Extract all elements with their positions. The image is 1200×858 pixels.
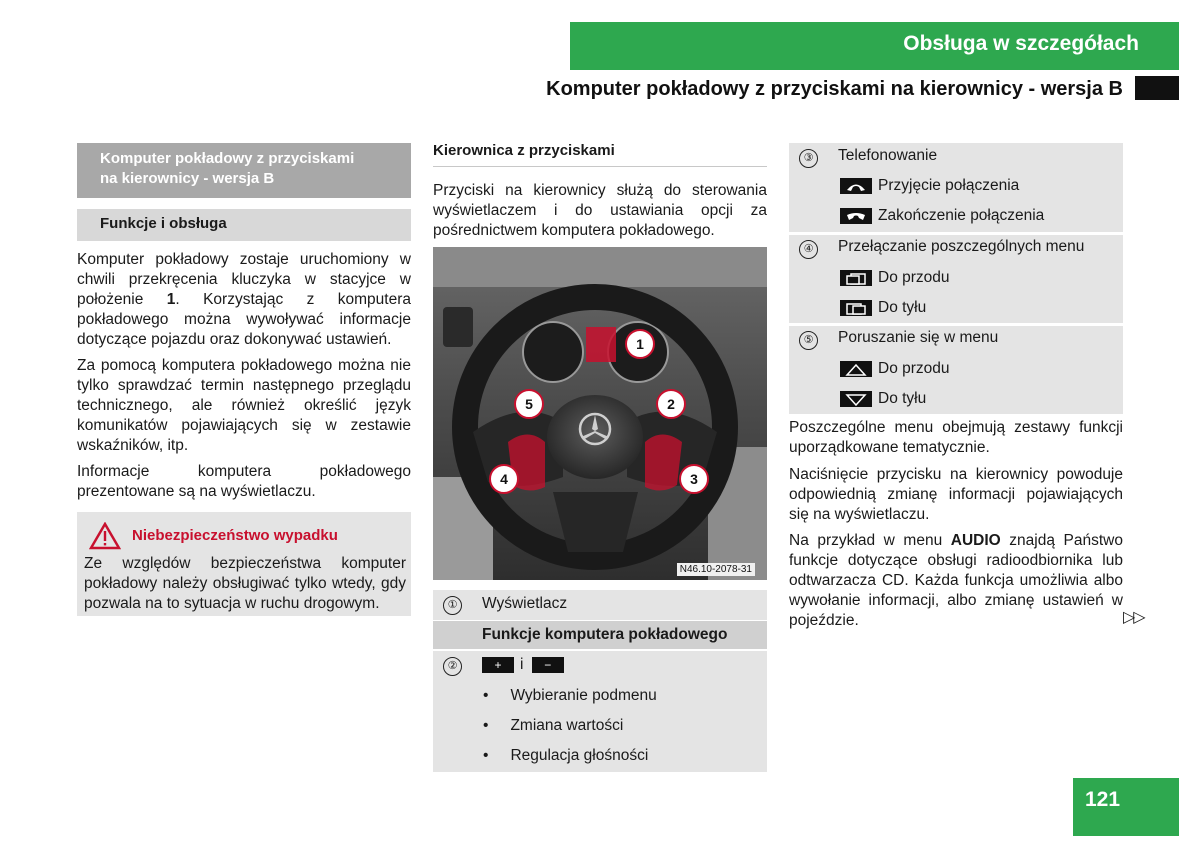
row-3-b-text: Zakończenie połączenia: [878, 207, 1045, 224]
continue-arrows-icon: ▷▷: [1123, 609, 1144, 626]
subheading-box: [77, 209, 411, 241]
header-green-bar: [570, 22, 1179, 70]
arrow-up-icon: [840, 361, 872, 377]
topic-title-line1: Komputer pokładowy z przyciskami: [100, 150, 355, 167]
minus-key-icon: −: [532, 657, 564, 673]
num-2: ②: [443, 657, 462, 676]
phone-hangup-icon: [840, 208, 872, 224]
row-5: [789, 326, 1123, 414]
row-2-and: i: [520, 656, 524, 673]
plus-key-icon: +: [482, 657, 514, 673]
row-3-b: [840, 207, 1044, 225]
paragraph-1: [77, 250, 411, 350]
arrow-down-icon: [840, 391, 872, 407]
subheading: Funkcje i obsługa: [100, 215, 227, 232]
row-header-label: Funkcje komputera pokładowego: [482, 626, 728, 643]
menu-forward-icon: [840, 270, 872, 286]
col3-paragraph-3-b: znajdą Państwo funkcje dotyczące obsługi radioodbiornika lub odtwarzacza CD. Każda funkcja umożliwia albo wywołanie informacji, albo zmianę ustawień w pojeździe.: [789, 532, 1123, 629]
row-3-a-text: Przyjęcie połączenia: [878, 177, 1020, 194]
row-5-b: [840, 390, 926, 408]
page-number: 121: [1085, 788, 1121, 811]
divider: [433, 166, 767, 167]
row-4-label: Przełączanie poszczególnych menu: [838, 238, 1085, 255]
row-4-b-text: Do tyłu: [878, 299, 927, 316]
bullet-1: • Wybieranie podmenu: [483, 687, 657, 704]
page-title: Komputer pokładowy z przyciskami na kierownicy - wersja B: [546, 78, 1123, 100]
row-3-label: Telefonowanie: [838, 147, 938, 164]
row-header: [433, 621, 767, 649]
row-4-a-text: Do przodu: [878, 269, 950, 286]
row-2: [433, 651, 767, 772]
warning-box: [77, 512, 411, 616]
row-5-a: [840, 360, 950, 378]
col3-paragraph-3: [789, 531, 1123, 631]
warning-triangle-icon: [89, 522, 121, 550]
col3-paragraph-1: Poszczególne menu obejmują zestawy funkcji uporządkowane tematycznie.: [789, 419, 1123, 456]
row-5-label: Poruszanie się w menu: [838, 329, 999, 346]
steering-wheel-illustration: [433, 247, 767, 580]
callout-4: 4: [489, 464, 519, 494]
menu-back-icon: [840, 300, 872, 316]
col3-paragraph-2: Naciśnięcie przycisku na kierownicy powoduje odpowiednią zmianę informacji pojawiających się na wyświetlaczu.: [789, 466, 1123, 523]
row-3: [789, 143, 1123, 232]
row-2-keys: [482, 656, 570, 674]
paragraph-1-text-b: . Korzystając z komputera pokładowego można wywoływać informacje dotyczące pojazdu oraz dokonywać ustawień.: [77, 291, 411, 348]
callout-5: 5: [514, 389, 544, 419]
callout-1: 1: [625, 329, 655, 359]
row-4-a: [840, 269, 950, 287]
bullet-2: • Zmiana wartości: [483, 717, 624, 734]
num-5: ⑤: [799, 331, 818, 350]
paragraph-1-text-a: Komputer pokładowy zostaje uruchomiony w chwili przekręcenia kluczyka w stacyjce w położenie: [77, 251, 411, 308]
warning-text: Ze względów bezpieczeństwa komputer pokładowy należy obsługiwać tylko wtedy, gdy pozwala na to sytuacja w ruchu drogowym.: [84, 555, 406, 612]
header-black-tab: [1135, 76, 1179, 100]
photo-code: N46.10-2078-31: [677, 563, 755, 576]
callout-2: 2: [656, 389, 686, 419]
col3-paragraph-3-bold: AUDIO: [950, 532, 1001, 549]
topic-title-line2: na kierownicy - wersja B: [100, 170, 275, 187]
steering-wheel-photo: [433, 247, 767, 580]
topic-box: [77, 143, 411, 198]
col3-paragraph-3-a: Na przykład w menu: [789, 532, 951, 549]
paragraph-1-bold: 1: [166, 291, 176, 308]
num-3: ③: [799, 149, 818, 168]
row-5-a-text: Do przodu: [878, 360, 950, 377]
steering-heading: Kierownica z przyciskami: [433, 142, 615, 159]
row-4-b: [840, 299, 926, 317]
bullet-2-text: Zmiana wartości: [510, 717, 624, 734]
steering-intro: Przyciski na kierownicy służą do sterowania wyświetlaczem i do ustawiania opcji za pośrednictwem komputera pokładowego.: [433, 182, 767, 239]
bullet-3-text: Regulacja głośności: [510, 747, 649, 764]
row-1-label: Wyświetlacz: [482, 595, 568, 612]
section-title: Obsługa w szczegółach: [903, 32, 1139, 55]
bullet-3: • Regulacja głośności: [483, 747, 649, 764]
num-4: ④: [799, 240, 818, 259]
row-1: [433, 590, 767, 620]
num-1: ①: [443, 596, 462, 615]
paragraph-2: Za pomocą komputera pokładowego można nie tylko sprawdzać termin następnego przeglądu technicznego, ale również określić język komunikatów pojawiających się w zestawie wskaźników, itp.: [77, 357, 411, 454]
callout-3: 3: [679, 464, 709, 494]
warning-title: Niebezpieczeństwo wypadku: [132, 527, 338, 544]
page-number-box: [1073, 778, 1179, 836]
phone-pickup-icon: [840, 178, 872, 194]
row-3-a: [840, 177, 1019, 195]
row-5-b-text: Do tyłu: [878, 390, 927, 407]
row-4: [789, 235, 1123, 323]
paragraph-3: Informacje komputera pokładowego prezentowane są na wyświetlaczu.: [77, 463, 411, 500]
bullet-1-text: Wybieranie podmenu: [510, 687, 657, 704]
